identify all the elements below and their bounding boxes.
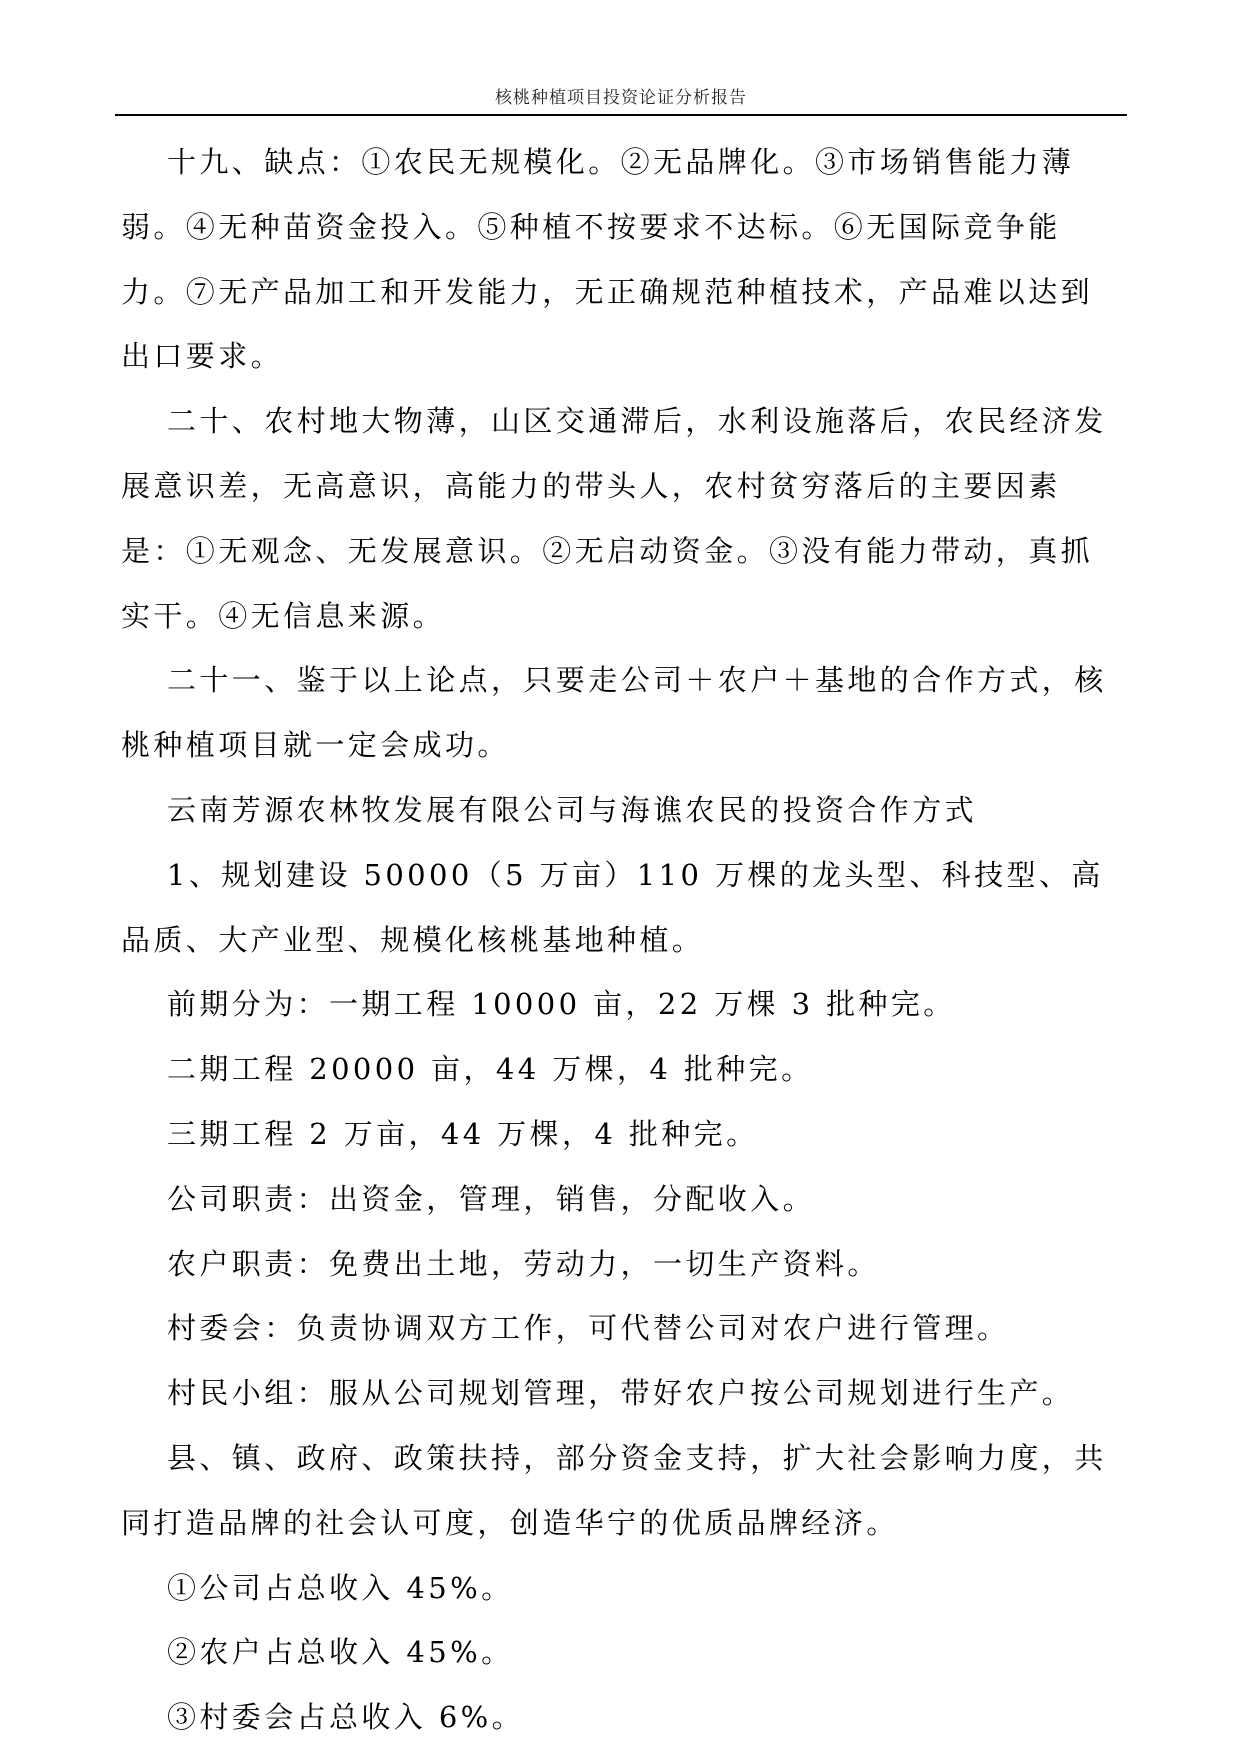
paragraph-company-duties: 公司职责：出资金，管理，销售，分配收入。 — [167, 1181, 816, 1216]
page-header — [115, 86, 1127, 116]
document-body — [121, 130, 1121, 1750]
document-title: 核桃种植项目投资论证分析报告 — [495, 88, 747, 108]
paragraph-farmer-share: ②农户占总收入 45%。 — [167, 1635, 514, 1670]
paragraph-village-committee: 村委会：负责协调双方工作，可代替公司对农户进行管理。 — [167, 1311, 1010, 1346]
paragraph-planning: 1、规划建设 50000（5 万亩）110 万棵的龙头型、科技型、高品质、大产业型、规模化核桃基地种植。 — [121, 857, 1104, 957]
paragraph-rural-factors: 二十、农村地大物薄，山区交通滞后，水利设施落后，农民经济发展意识差，无高意识，高能力的带头人，农村贫穷落后的主要因素是：①无观念、无发展意识。②无启动资金。③没有能力带动，真抓实干。④无信息来源。 — [121, 404, 1107, 633]
paragraph-company-share: ①公司占总收入 45%。 — [167, 1570, 514, 1605]
paragraph-conclusion: 二十一、鉴于以上论点，只要走公司＋农户＋基地的合作方式，核桃种植项目就一定会成功。 — [121, 663, 1107, 763]
paragraph-villager-group: 村民小组：服从公司规划管理，带好农户按公司规划进行生产。 — [167, 1376, 1075, 1411]
paragraph-phase-three: 三期工程 2 万亩，44 万棵，4 批种完。 — [167, 1116, 759, 1151]
paragraph-cooperation-heading: 云南芳源农林牧发展有限公司与海谯农民的投资合作方式 — [167, 792, 978, 827]
paragraph-committee-share: ③村委会占总收入 6%。 — [167, 1700, 525, 1735]
paragraph-phase-one: 前期分为：一期工程 10000 亩，22 万棵 3 批种完。 — [167, 987, 956, 1022]
paragraph-drawbacks: 十九、缺点：①农民无规模化。②无品牌化。③市场销售能力薄弱。④无种苗资金投入。⑤种植不按要求不达标。⑥无国际竞争能力。⑦无产品加工和开发能力，无正确规范种植技术，产品难以达到出口要求。 — [121, 145, 1094, 374]
paragraph-phase-two: 二期工程 20000 亩，44 万棵，4 批种完。 — [167, 1052, 814, 1087]
paragraph-farmer-duties: 农户职责：免费出土地，劳动力，一切生产资料。 — [167, 1246, 880, 1281]
paragraph-government-support: 县、镇、政府、政策扶持，部分资金支持，扩大社会影响力度，共同打造品牌的社会认可度，创造华宁的优质品牌经济。 — [121, 1440, 1107, 1540]
